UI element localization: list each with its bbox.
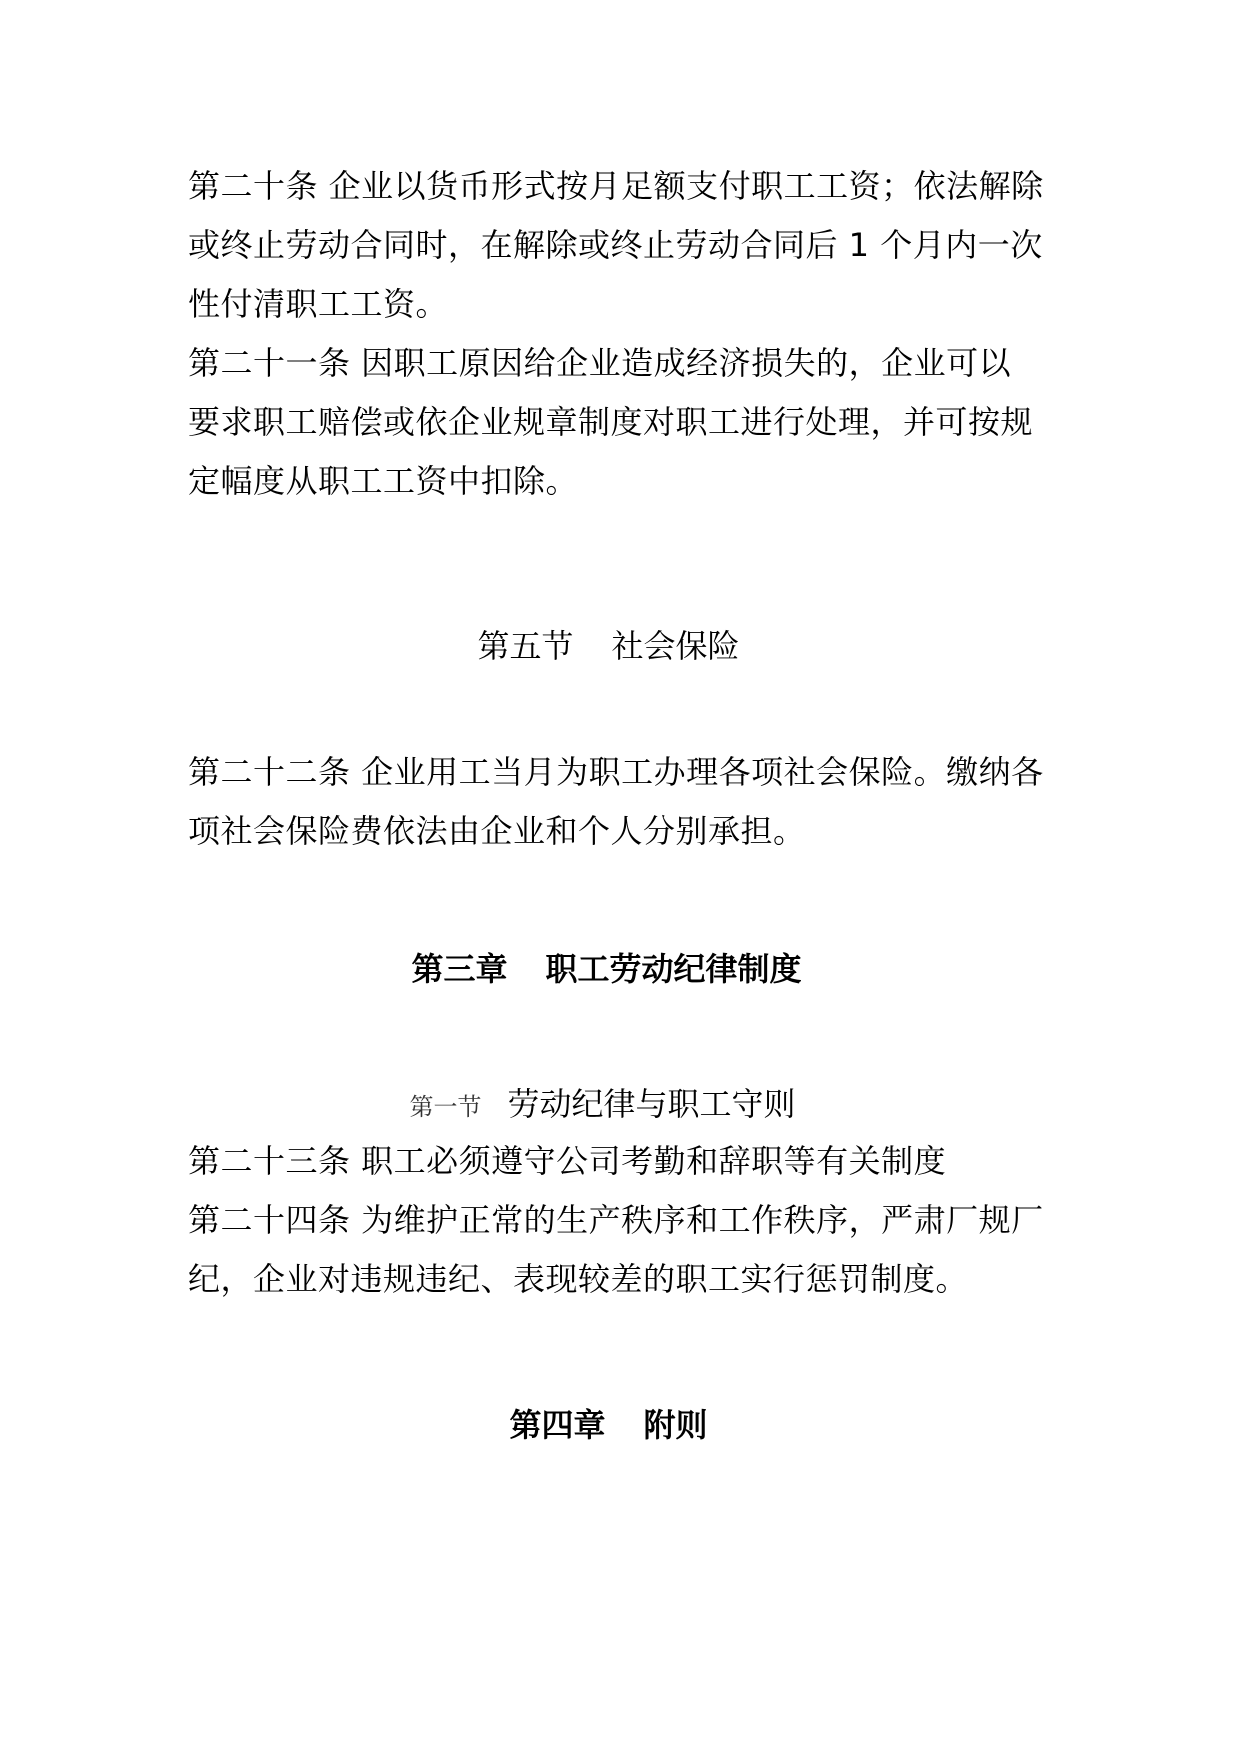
- chapter-4-title: 附则: [643, 1406, 708, 1444]
- article-22-line-2: 项社会保险费依法由企业和个人分别承担。: [188, 812, 806, 850]
- article-21-line-2: 要求职工赔偿或依企业规章制度对职工进行处理，并可按规: [188, 403, 1034, 441]
- article-20-line-3: 性付清职工工资。: [188, 285, 449, 323]
- article-23-line-1: 第二十三条 职工必须遵守公司考勤和辞职等有关制度: [188, 1142, 947, 1180]
- chapter-3-label: 第三章: [411, 950, 508, 988]
- section-1-title: 劳动纪律与职工守则: [507, 1085, 796, 1123]
- article-21-line-1: 第二十一条 因职工原因给企业造成经济损失的，企业可以: [188, 344, 1012, 382]
- section-1-label: 第一节: [409, 1093, 482, 1121]
- chapter-3-title: 职工劳动纪律制度: [545, 950, 802, 988]
- section-5-title: 社会保险: [611, 627, 740, 665]
- article-24-line-1: 第二十四条 为维护正常的生产秩序和工作秩序，严肃厂规厂: [188, 1201, 1044, 1239]
- article-22-line-1: 第二十二条 企业用工当月为职工办理各项社会保险。缴纳各: [188, 753, 1044, 791]
- section-1-heading: [0, 1084, 1223, 1127]
- article-24-line-2: 纪，企业对违规违纪、表现较差的职工实行惩罚制度。: [188, 1260, 969, 1298]
- article-21-line-3: 定幅度从职工工资中扣除。: [188, 462, 579, 500]
- section-5-heading: [0, 626, 1229, 666]
- chapter-4-label: 第四章: [509, 1406, 606, 1444]
- chapter-4-heading: [0, 1405, 1229, 1445]
- chapter-3-heading: [0, 949, 1227, 989]
- article-20-line-1: 第二十条 企业以货币形式按月足额支付职工工资；依法解除: [188, 167, 1044, 205]
- article-20-line-2: 或终止劳动合同时，在解除或终止劳动合同后 1 个月内一次: [188, 226, 1043, 264]
- section-5-label: 第五节: [477, 627, 574, 665]
